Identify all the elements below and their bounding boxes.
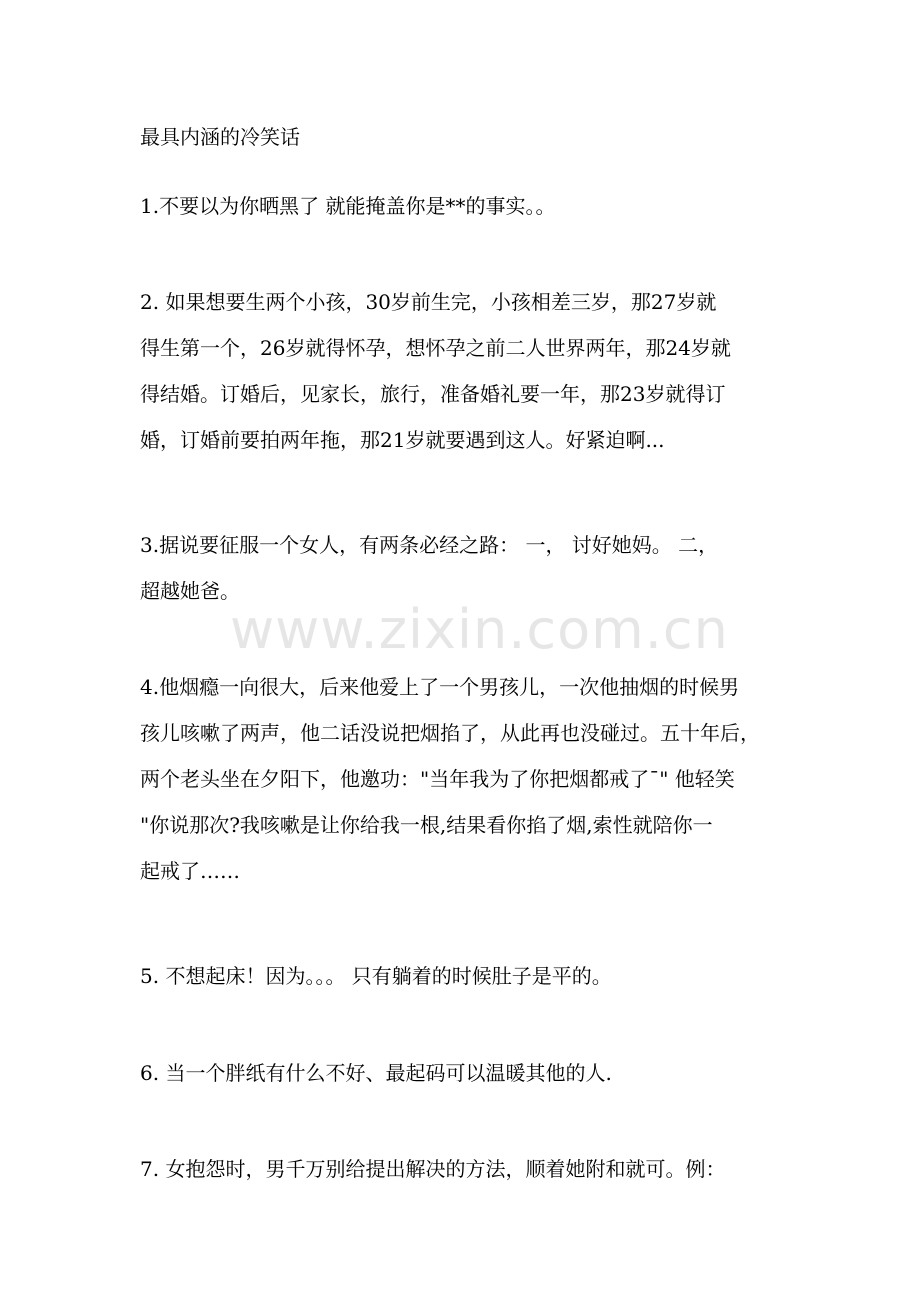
document-title: 最具内涵的冷笑话 — [140, 125, 300, 149]
paragraph-line: 4.他烟瘾一向很大，后来他爱上了一个男孩儿，一次他抽烟的时候男 — [140, 675, 740, 699]
paragraph-line: 6. 当一个胖纸有什么不好、最起码可以温暖其他的人. — [140, 1061, 612, 1085]
paragraph-line: 3.据说要征服一个女人，有两条必经之路： 一， 讨好她妈。 二， — [140, 533, 719, 557]
paragraph-line: 得结婚。订婚后，见家长，旅行，准备婚礼要一年，那23岁就得订 — [140, 382, 726, 406]
paragraph-line: "你说那次?我咳嗽是让你给我一根,结果看你掐了烟,索性就陪你一 — [140, 813, 713, 837]
paragraph-line: 婚，订婚前要拍两年拖，那21岁就要遇到这人。好紧迫啊... — [140, 428, 665, 452]
paragraph-line: 5. 不想起床！因为。。。 只有躺着的时候肚子是平的。 — [140, 964, 612, 988]
paragraph-line: 两个老头坐在夕阳下，他邀功："当年我为了你把烟都戒了ˉ" 他轻笑 — [140, 767, 735, 791]
paragraph-3 — [140, 522, 800, 614]
watermark-text: www.zixin.com.cn — [230, 598, 729, 661]
paragraph-6 — [140, 1050, 800, 1096]
paragraph-1 — [140, 183, 800, 229]
paragraph-line: 1.不要以为你晒黑了 就能掩盖你是**的事实。。 — [140, 194, 556, 218]
paragraph-line: 得生第一个，26岁就得怀孕，想怀孕之前二人世界两年，那24岁就 — [140, 336, 731, 360]
paragraph-line: 超越她爸。 — [140, 579, 240, 603]
paragraph-5 — [140, 953, 800, 999]
paragraph-line: 7. 女抱怨时，男千万别给提出解决的方法，顺着她附和就可。例： — [140, 1157, 726, 1181]
paragraph-line: 2. 如果想要生两个小孩，30岁前生完，小孩相差三岁，那27岁就 — [140, 290, 717, 314]
paragraph-2 — [140, 279, 800, 463]
paragraph-7 — [140, 1146, 800, 1192]
paragraph-line: 起戒了…… — [140, 859, 240, 883]
paragraph-line: 孩儿咳嗽了两声，他二话没说把烟掐了，从此再也没碰过。五十年后， — [140, 721, 760, 745]
paragraph-4 — [140, 664, 800, 894]
